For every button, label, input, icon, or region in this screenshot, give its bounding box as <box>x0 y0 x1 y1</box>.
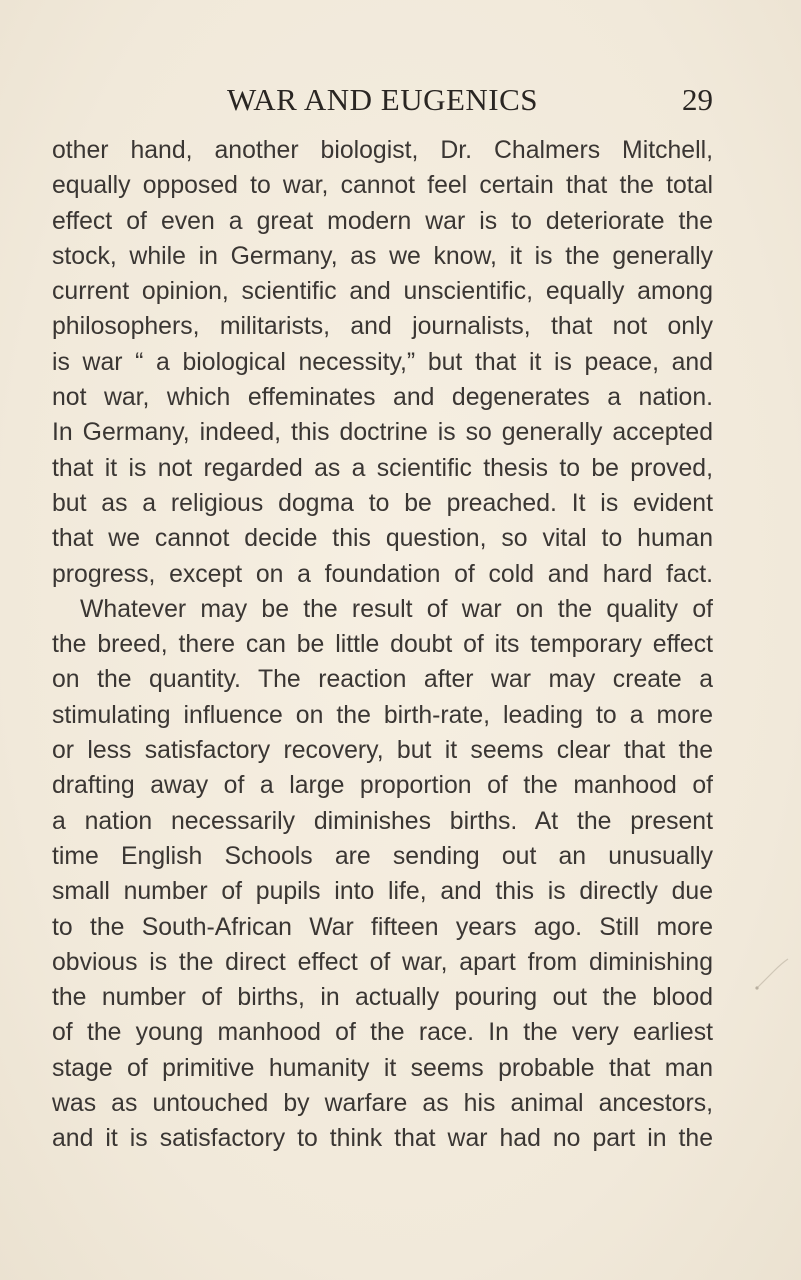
text-line: philosophers, militarists, and journalists, that not only <box>52 313 713 341</box>
text-line: that it is not regarded as a scientific thesis to be proved, <box>52 454 713 482</box>
text-line: on the quantity. The reaction after war may create a <box>52 666 713 694</box>
text-line: effect of even a great modern war is to deteriorate the <box>52 207 713 235</box>
text-line: other hand, another biologist, Dr. Chalmers Mitchell, <box>52 137 713 164</box>
text-line: to the South-African War fifteen years ago. Still more <box>52 913 713 941</box>
text-line: drafting away of a large proportion of the manhood of <box>52 772 713 800</box>
text-line: stock, while in Germany, as we know, it is the generally <box>52 242 713 270</box>
body-text <box>52 133 713 1157</box>
text-line: that we cannot decide this question, so vital to human <box>52 525 713 553</box>
text-line: a nation necessarily diminishes births. At the present <box>52 807 713 835</box>
running-head <box>52 80 713 124</box>
text-line: time English Schools are sending out an unusually <box>52 842 713 870</box>
text-line: obvious is the direct effect of war, apart from diminishing <box>52 948 713 976</box>
text-line: stimulating influence on the birth-rate, leading to a more <box>52 701 713 729</box>
pencil-mark-icon <box>752 955 792 995</box>
text-line: or less satisfactory recovery, but it seems clear that the <box>52 737 713 765</box>
running-title: WAR AND EUGENICS <box>226 82 539 117</box>
text-line: was as untouched by warfare as his animal ancestors, <box>52 1090 713 1118</box>
page-number: 29 <box>682 82 713 117</box>
text-line: current opinion, scientific and unscientific, equally among <box>52 278 713 306</box>
text-line: not war, which effeminates and degenerates a nation. <box>52 384 713 412</box>
text-line: In Germany, indeed, this doctrine is so generally accepted <box>52 419 713 447</box>
text-line: stage of primitive humanity it seems probable that man <box>52 1054 713 1082</box>
text-line: is war “ a biological necessity,” but that it is peace, and <box>52 348 713 376</box>
text-line: small number of pupils into life, and this is directly due <box>52 878 713 906</box>
text-line: progress, except on a foundation of cold and hard fact. <box>52 560 713 588</box>
text-line: of the young manhood of the race. In the very earliest <box>52 1019 713 1047</box>
text-line: the number of births, in actually pouring out the blood <box>52 984 713 1012</box>
text-line: Whatever may be the result of war on the quality of <box>80 595 713 623</box>
text-line: and it is satisfactory to think that war had no part in the <box>52 1125 713 1153</box>
text-line: the breed, there can be little doubt of its temporary effect <box>52 631 713 659</box>
text-line: but as a religious dogma to be preached. It is evident <box>52 489 713 517</box>
text-line: equally opposed to war, cannot feel certain that the total <box>52 172 713 200</box>
